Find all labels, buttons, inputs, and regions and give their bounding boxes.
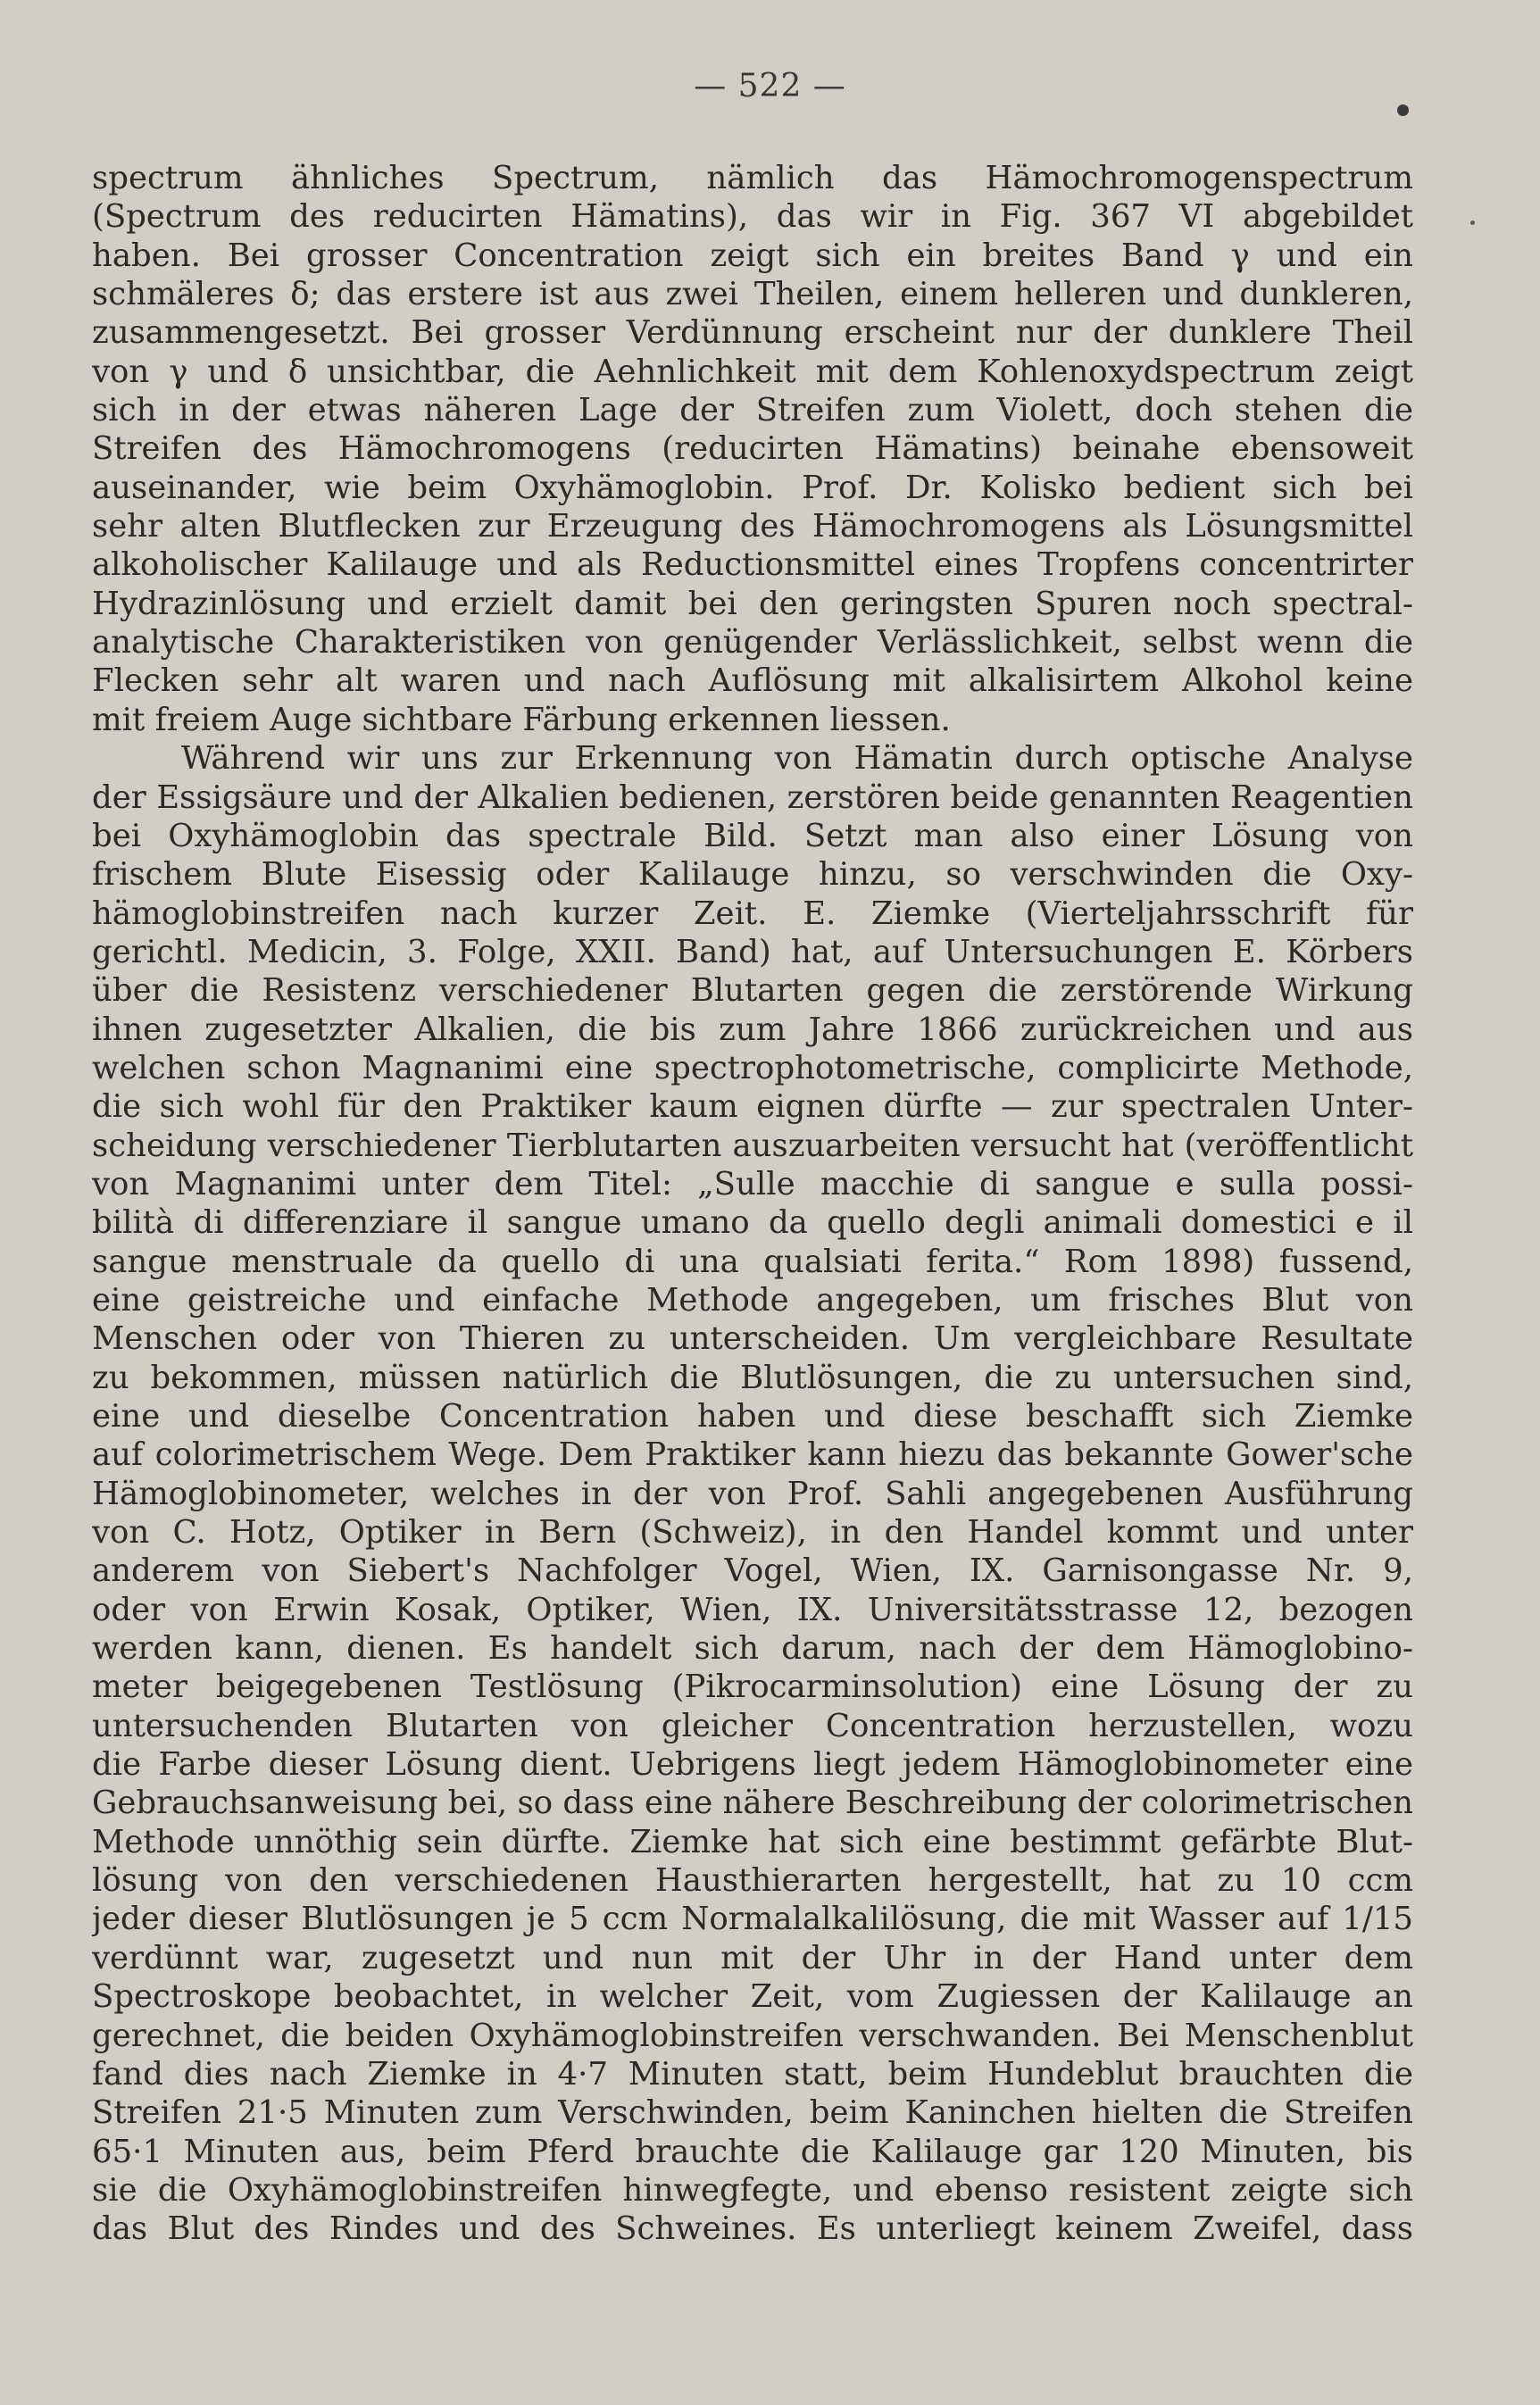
text-line: der Essigsäure und der Alkalien bedienen, zerstören beide genannten Reagentien [92, 778, 1413, 816]
text-line: anderem von Siebert's Nachfolger Vogel, Wien, IX. Garnisongasse Nr. 9, [92, 1552, 1413, 1590]
ink-speck [1470, 221, 1475, 225]
text-line: Menschen oder von Thieren zu unterscheiden. Um vergleichbare Resultate [92, 1320, 1413, 1358]
text-line: die Farbe dieser Lösung dient. Uebrigens liegt jedem Hämoglobinometer eine [92, 1746, 1413, 1784]
text-line: Gebrauchsanweisung bei, so dass eine nähere Beschreibung der colorimetrischen [92, 1785, 1413, 1822]
text-line: fand dies nach Ziemke in 4·7 Minuten statt, beim Hundeblut brauchten die [92, 2055, 1413, 2093]
text-line: hämoglobinstreifen nach kurzer Zeit. E. Ziemke (Vierteljahrsschrift für [92, 895, 1413, 932]
body-text [92, 159, 1413, 2249]
text-line: auseinander, wie beim Oxyhämoglobin. Prof. Dr. Kolisko bedient sich bei [92, 469, 1413, 506]
text-line: eine und dieselbe Concentration haben und diese beschafft sich Ziemke [92, 1398, 1413, 1435]
text-line: ihnen zugesetzter Alkalien, die bis zum Jahre 1866 zurückreichen und aus [92, 1011, 1413, 1048]
text-line: verdünnt war, zugesetzt und nun mit der Uhr in der Hand unter dem [92, 1939, 1413, 1976]
text-line: zu bekommen, müssen natürlich die Blutlösungen, die zu untersuchen sind, [92, 1359, 1413, 1396]
text-line: bei Oxyhämoglobin das spectrale Bild. Setzt man also einer Lösung von [92, 817, 1413, 854]
text-line: Flecken sehr alt waren und nach Auflösung mit alkalisirtem Alkohol keine [92, 662, 1413, 700]
text-line: (Spectrum des reducirten Hämatins), das wir in Fig. 367 VI abgebildet [92, 198, 1413, 236]
text-line: welchen schon Magnanimi eine spectrophotometrische, complicirte Methode, [92, 1049, 1413, 1086]
text-line: jeder dieser Blutlösungen je 5 ccm Normalalkalilösung, die mit Wasser auf 1/15 [92, 1901, 1413, 1938]
text-line: Streifen des Hämochromogens (reducirten Hämatins) beinahe ebensoweit [92, 430, 1413, 468]
text-line: meter beigegebenen Testlösung (Pikrocarminsolution) eine Lösung der zu [92, 1669, 1413, 1706]
text-line: von C. Hotz, Optiker in Bern (Schweiz), in den Handel kommt und unter [92, 1514, 1413, 1552]
text-line: sangue menstruale da quello di una qualsiati ferita.“ Rom 1898) fussend, [92, 1243, 1413, 1280]
text-line: Hydrazinlösung und erzielt damit bei den geringsten Spuren noch spectral- [92, 585, 1413, 622]
text-line: von γ und δ unsichtbar, die Aehnlichkeit mit dem Kohlenoxydspectrum zeigt [92, 353, 1413, 390]
text-line: Streifen 21·5 Minuten zum Verschwinden, beim Kaninchen hielten die Streifen [92, 2094, 1413, 2132]
text-line: eine geistreiche und einfache Methode angegeben, um frisches Blut von [92, 1281, 1413, 1319]
text-line: spectrum ähnliches Spectrum, nämlich das Hämochromogenspectrum [92, 160, 1413, 196]
text-line: oder von Erwin Kosak, Optiker, Wien, IX. Universitätsstrasse 12, bezogen [92, 1591, 1413, 1628]
text-line: über die Resistenz verschiedener Blutarten gegen die zerstörende Wirkung [92, 972, 1413, 1010]
text-line: die sich wohl für den Praktiker kaum eignen dürfte — zur spectralen Unter- [92, 1088, 1413, 1126]
text-line: bilità di differenziare il sangue umano da quello degli animali domestici e il [92, 1204, 1413, 1242]
text-line: Hämoglobinometer, welches in der von Prof. Sahli angegebenen Ausführung [92, 1475, 1413, 1512]
paragraph-first-line: Während wir uns zur Erkennung von Hämatin durch optische Analyse [181, 740, 1413, 778]
ink-speck [1397, 104, 1409, 116]
text-line: Methode unnöthig sein dürfte. Ziemke hat sich eine bestimmt gefärbte Blut- [92, 1823, 1413, 1860]
text-line: untersuchenden Blutarten von gleicher Concentration herzustellen, wozu [92, 1707, 1413, 1744]
text-line: sie die Oxyhämoglobinstreifen hinwegfegte, und ebenso resistent zeigte sich [92, 2171, 1413, 2209]
text-line: gerichtl. Medicin, 3. Folge, XXII. Band) hat, auf Untersuchungen E. Körbers [92, 933, 1413, 970]
text-line: schmäleres δ; das erstere ist aus zwei Theilen, einem helleren und dunkleren, [92, 276, 1413, 313]
text-line: das Blut des Rindes und des Schweines. Es unterliegt keinem Zweifel, dass [92, 2210, 1413, 2248]
text-line: sehr alten Blutflecken zur Erzeugung des Hämochromogens als Lösungsmittel [92, 508, 1413, 545]
text-line: gerechnet, die beiden Oxyhämoglobinstreifen verschwanden. Bei Menschenblut [92, 2017, 1413, 2054]
text-line: haben. Bei grosser Concentration zeigt sich ein breites Band γ und ein [92, 237, 1413, 274]
text-line: lösung von den verschiedenen Hausthierarten hergestellt, hat zu 10 ccm [92, 1862, 1413, 1900]
text-line: mit freiem Auge sichtbare Färbung erkennen liessen. [92, 701, 951, 738]
text-line: 65·1 Minuten aus, beim Pferd brauchte die Kalilauge gar 120 Minuten, bis [92, 2133, 1413, 2170]
text-line: alkoholischer Kalilauge und als Reductionsmittel eines Tropfens concentrirter [92, 546, 1413, 584]
text-line: zusammengesetzt. Bei grosser Verdünnung erscheint nur der dunklere Theil [92, 314, 1413, 352]
text-line: auf colorimetrischem Wege. Dem Praktiker kann hiezu das bekannte Gower'sche [92, 1436, 1413, 1474]
text-line: von Magnanimi unter dem Titel: „Sulle macchie di sangue e sulla possi- [92, 1165, 1413, 1202]
text-line: werden kann, dienen. Es handelt sich darum, nach der dem Hämoglobino- [92, 1630, 1413, 1668]
text-line: scheidung verschiedener Tierblutarten auszuarbeiten versucht hat (veröffentlicht [92, 1127, 1413, 1164]
text-line: analytische Charakteristiken von genügender Verlässlichkeit, selbst wenn die [92, 624, 1413, 662]
page-number: — 522 — [694, 68, 846, 104]
text-line: sich in der etwas näheren Lage der Streifen zum Violett, doch stehen die [92, 392, 1413, 429]
text-line: frischem Blute Eisessig oder Kalilauge hinzu, so verschwinden die Oxy- [92, 856, 1413, 894]
text-line: Spectroskope beobachtet, in welcher Zeit, vom Zugiessen der Kalilauge an [92, 1978, 1413, 2016]
